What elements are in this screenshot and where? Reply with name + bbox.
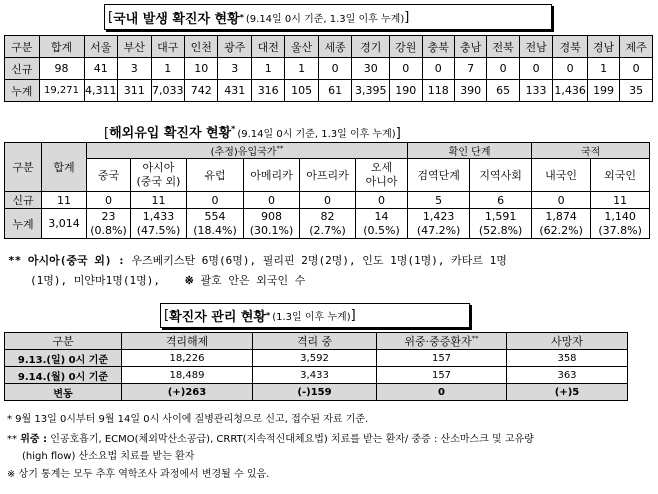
domestic-value-cell: 7,033 [151, 80, 184, 102]
domestic-row-label: 신규 [5, 58, 40, 80]
domestic-title-box [104, 4, 552, 30]
overseas-note-text2: (1명), 미얀마1명(1명), [30, 274, 160, 287]
footnote-2-cont: (high flow) 산소요법 치료를 받는 환자 [22, 451, 195, 462]
footnote-1: * 9월 13일 0시부터 9월 14일 0시 사이에 질병관리청으로 신고, 접수된 자료 기준. [7, 414, 369, 425]
domestic-title: 국내 발생 확진자 현황 [113, 11, 240, 27]
overseas-pct-americas: (30.1%) [244, 224, 300, 239]
overseas-h-korean: 내국인 [532, 159, 591, 192]
management-row-label: 9.14.(월) 0시 기준 [5, 367, 122, 384]
overseas-sub-header-row [5, 159, 650, 192]
management-row-0913 [5, 350, 628, 367]
management-value-cell: 18,489 [122, 367, 253, 384]
overseas-pct-korean: (62.2%) [532, 224, 591, 239]
overseas-cum-quarantine: 1,423 [408, 209, 470, 224]
domestic-header-cell: 부산 [118, 36, 151, 58]
overseas-cum-china: 23 [87, 209, 131, 224]
management-value-cell: 157 [377, 367, 507, 384]
overseas-cum-europe: 554 [187, 209, 244, 224]
overseas-cum-oceania: 14 [356, 209, 408, 224]
overseas-h-europe: 유럽 [187, 159, 244, 192]
management-h-category: 구분 [5, 333, 122, 350]
overseas-new-label: 신규 [5, 192, 42, 209]
management-row-0914 [5, 367, 628, 384]
domestic-header-cell: 전북 [487, 36, 519, 58]
overseas-note-line1 [8, 252, 507, 268]
overseas-new-quarantine: 5 [408, 192, 470, 209]
domestic-header-cell: 세종 [318, 36, 351, 58]
domestic-value-cell: 431 [218, 80, 251, 102]
domestic-value-cell: 4,311 [84, 80, 117, 102]
domestic-value-cell: 1 [151, 58, 184, 80]
domestic-header-cell: 구분 [5, 36, 40, 58]
overseas-h-americas: 아메리카 [244, 159, 300, 192]
overseas-cum-total: 3,014 [42, 209, 87, 239]
square-bracket-left: [ [108, 9, 114, 25]
overseas-note-label: 아시아(중국 외) : [27, 254, 125, 267]
domestic-value-cell: 105 [285, 80, 318, 102]
overseas-pct-quarantine: (47.2%) [408, 224, 470, 239]
overseas-cum-label: 누계 [5, 209, 42, 239]
overseas-title-line [104, 122, 401, 141]
domestic-header-cell: 인천 [184, 36, 217, 58]
management-value-cell: 157 [377, 350, 507, 367]
management-value-cell: 18,226 [122, 350, 253, 367]
domestic-header-cell: 대전 [251, 36, 284, 58]
management-row-label: 변동 [5, 384, 122, 401]
overseas-percent-row [5, 224, 650, 239]
domestic-value-cell: 311 [118, 80, 151, 102]
management-value-cell: (+)263 [122, 384, 253, 401]
domestic-value-cell: 3 [118, 58, 151, 80]
overseas-cum-africa: 82 [300, 209, 356, 224]
overseas-cumulative-row [5, 209, 650, 224]
management-value-cell: (+)5 [507, 384, 628, 401]
domestic-table [4, 35, 653, 102]
domestic-value-cell: 0 [318, 58, 351, 80]
overseas-pct-asia: (47.5%) [131, 224, 187, 239]
domestic-value-cell: 0 [553, 58, 588, 80]
management-row-label: 9.13.(일) 0시 기준 [5, 350, 122, 367]
overseas-h-africa: 아프리카 [300, 159, 356, 192]
square-bracket-right: ] [404, 9, 410, 25]
overseas-h-community: 지역사회 [470, 159, 532, 192]
domestic-value-cell: 61 [318, 80, 351, 102]
overseas-pct-africa: (2.7%) [300, 224, 356, 239]
overseas-new-europe: 0 [187, 192, 244, 209]
domestic-row-label: 누계 [5, 80, 40, 102]
domestic-header-cell: 충북 [422, 36, 454, 58]
domestic-value-cell: 316 [251, 80, 284, 102]
overseas-cum-americas: 908 [244, 209, 300, 224]
domestic-value-cell: 1 [251, 58, 284, 80]
management-value-cell: 3,433 [253, 367, 377, 384]
domestic-header-cell: 경북 [553, 36, 588, 58]
overseas-note-ref-mark: ※ [184, 274, 194, 287]
management-title-box [160, 303, 470, 328]
overseas-h-oceania: 오세 아니아 [356, 159, 408, 192]
domestic-value-cell: 0 [620, 58, 653, 80]
square-bracket-right: ] [395, 126, 401, 141]
domestic-value-cell: 390 [454, 80, 486, 102]
overseas-note-line2 [30, 272, 305, 288]
footnote-2-text: 인공호흡기, ECMO(체외막산소공급), CRRT(지속적신대체요법) 치료를 받는 환자/ 중증 : 산소마스크 및 고유량 [50, 434, 534, 445]
domestic-subtitle: (9.14일 0시 기준, 1.3일 이후 누계) [245, 13, 405, 25]
overseas-note-ref-text: 괄호 안은 외국인 수 [200, 274, 306, 287]
management-header-row [5, 333, 628, 350]
domestic-header-row [5, 36, 653, 58]
overseas-pct-china: (0.8%) [87, 224, 131, 239]
overseas-new-asia: 11 [131, 192, 187, 209]
domestic-value-cell: 118 [422, 80, 454, 102]
domestic-header-cell: 대구 [151, 36, 184, 58]
overseas-cum-asia: 1,433 [131, 209, 187, 224]
management-value-cell: 358 [507, 350, 628, 367]
domestic-value-cell: 0 [519, 58, 552, 80]
management-row-change [5, 384, 628, 401]
domestic-value-cell: 19,271 [39, 80, 84, 102]
management-table [4, 332, 628, 401]
overseas-cum-community: 1,591 [470, 209, 532, 224]
overseas-h-total: 합계 [42, 143, 87, 192]
domestic-cumulative-row [5, 80, 653, 102]
square-bracket-right: ] [350, 308, 356, 323]
domestic-header-cell: 경남 [587, 36, 619, 58]
domestic-value-cell: 1 [587, 58, 619, 80]
square-bracket-left: [ [164, 308, 170, 323]
overseas-new-africa: 0 [300, 192, 356, 209]
overseas-new-oceania: 0 [356, 192, 408, 209]
domestic-value-cell: 0 [422, 58, 454, 80]
overseas-h-category: 구분 [5, 143, 42, 192]
overseas-new-row [5, 192, 650, 209]
domestic-value-cell: 0 [487, 58, 519, 80]
footnote-2-mark: ** [7, 434, 17, 445]
management-h-released: 격리해제 [122, 333, 253, 350]
domestic-header-cell: 강원 [390, 36, 422, 58]
management-h-deaths: 사망자 [507, 333, 628, 350]
overseas-h-asia: 아시아 (중국 외) [131, 159, 187, 192]
domestic-header-cell: 충남 [454, 36, 486, 58]
domestic-value-cell: 190 [390, 80, 422, 102]
overseas-h-country-group: (추정)유입국가** [87, 143, 408, 159]
management-h-isolated: 격리 중 [253, 333, 377, 350]
management-title-mark: * [266, 311, 271, 320]
domestic-header-cell: 전남 [519, 36, 552, 58]
domestic-header-cell: 울산 [285, 36, 318, 58]
domestic-value-cell: 742 [184, 80, 217, 102]
overseas-h-nationality-group: 국적 [532, 143, 650, 159]
overseas-new-americas: 0 [244, 192, 300, 209]
overseas-h-china: 중국 [87, 159, 131, 192]
management-value-cell: 363 [507, 367, 628, 384]
footnote-3: ※ 상기 통계는 모두 추후 역학조사 과정에서 변경될 수 있음. [7, 469, 270, 480]
management-h-critical: 위중·중증환자** [377, 333, 507, 350]
domestic-value-cell: 1 [285, 58, 318, 80]
overseas-pct-foreign: (37.8%) [591, 224, 650, 239]
overseas-note-text1: 우즈베키스탄 6명(6명), 필리핀 2명(2명), 인도 1명(1명), 카타르 1명 [131, 254, 507, 267]
domestic-value-cell: 65 [487, 80, 519, 102]
domestic-header-cell: 경기 [352, 36, 390, 58]
overseas-group-header-row [5, 143, 650, 159]
overseas-title: 해외유입 확진자 현황 [109, 126, 232, 141]
domestic-new-row [5, 58, 653, 80]
management-subtitle: (1.3일 이후 누계) [272, 312, 351, 323]
overseas-pct-oceania: (0.5%) [356, 224, 408, 239]
domestic-header-cell: 제주 [620, 36, 653, 58]
overseas-new-korean: 0 [532, 192, 591, 209]
management-title: 확진자 관리 현황 [169, 310, 267, 325]
management-value-cell: (-)159 [253, 384, 377, 401]
management-value-cell: 3,592 [253, 350, 377, 367]
domestic-value-cell: 10 [184, 58, 217, 80]
overseas-cum-foreign: 1,140 [591, 209, 650, 224]
overseas-new-china: 0 [87, 192, 131, 209]
overseas-table [4, 142, 650, 239]
domestic-header-cell: 서울 [84, 36, 117, 58]
domestic-value-cell: 199 [587, 80, 619, 102]
overseas-note-mark: ** [8, 254, 22, 267]
overseas-pct-community: (52.8%) [470, 224, 532, 239]
domestic-value-cell: 3 [218, 58, 251, 80]
domestic-value-cell: 7 [454, 58, 486, 80]
overseas-new-total: 11 [42, 192, 87, 209]
domestic-value-cell: 3,395 [352, 80, 390, 102]
domestic-value-cell: 133 [519, 80, 552, 102]
domestic-value-cell: 1,436 [553, 80, 588, 102]
domestic-title-mark: * [239, 12, 244, 22]
domestic-value-cell: 41 [84, 58, 117, 80]
overseas-pct-europe: (18.4%) [187, 224, 244, 239]
domestic-value-cell: 98 [39, 58, 84, 80]
footnote-2-label: 위중 : [20, 434, 47, 445]
overseas-h-quarantine: 검역단계 [408, 159, 470, 192]
domestic-header-cell: 광주 [218, 36, 251, 58]
overseas-h-stage-group: 확인 단계 [408, 143, 532, 159]
overseas-h-foreign: 외국인 [591, 159, 650, 192]
overseas-subtitle: (9.14일 0시 기준, 1.3일 이후 누계) [237, 129, 396, 140]
domestic-header-cell: 합계 [39, 36, 84, 58]
management-value-cell: 0 [377, 384, 507, 401]
overseas-cum-korean: 1,874 [532, 209, 591, 224]
domestic-value-cell: 30 [352, 58, 390, 80]
overseas-title-mark: * [231, 124, 236, 134]
domestic-value-cell: 35 [620, 80, 653, 102]
overseas-new-foreign: 11 [591, 192, 650, 209]
footnote-2 [7, 430, 534, 445]
square-bracket-left: [ [104, 126, 110, 141]
overseas-new-community: 6 [470, 192, 532, 209]
domestic-value-cell: 0 [390, 58, 422, 80]
